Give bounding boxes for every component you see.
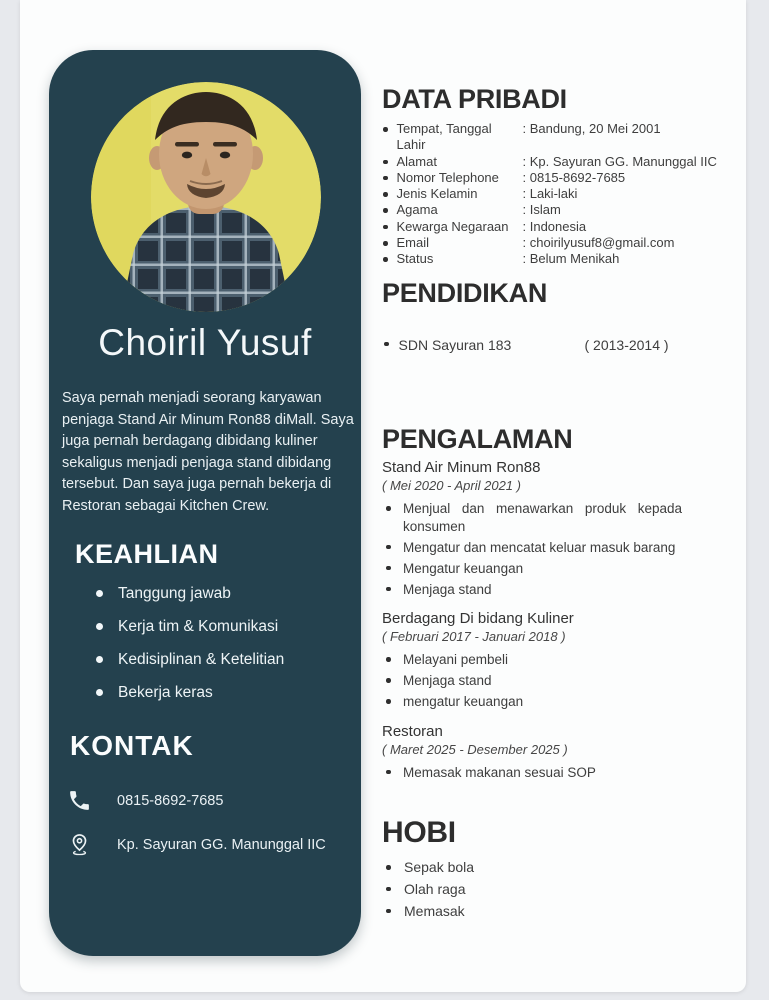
skill-item: Bekerja keras (96, 683, 346, 702)
job-duty: Menjaga stand (382, 581, 712, 599)
job-period: ( Mei 2020 - April 2021 ) (382, 478, 521, 493)
contact-phone-row (66, 787, 356, 814)
education-period: ( 2013-2014 ) (584, 337, 669, 353)
personal-row-label: Agama (396, 202, 438, 218)
experience-job (382, 459, 746, 598)
personal-row-value: : Indonesia (522, 218, 587, 234)
personal-row-label: Email (396, 235, 430, 251)
hobbies-title: HOBI (382, 816, 456, 849)
contact-address-row (66, 831, 356, 858)
personal-row-label: Alamat (396, 153, 437, 169)
personal-row-value: : Kp. Sayuran GG. Manunggal IIC (522, 153, 717, 169)
job-period: ( Februari 2017 - Januari 2018 ) (382, 629, 566, 644)
skill-item: Tanggung jawab (96, 584, 346, 603)
bullet-dot-icon (384, 342, 389, 347)
personal-row-value: : Islam (522, 202, 561, 218)
job-role: Berdagang Di bidang Kuliner (382, 610, 574, 627)
personal-row-label: Status (396, 251, 434, 267)
personal-data-section (382, 84, 746, 268)
experience-job (382, 610, 746, 711)
hobbies-section (382, 816, 746, 922)
hobby-item: Memasak (382, 901, 746, 923)
sidebar-panel (49, 50, 361, 956)
job-duty: Menjaga stand (382, 672, 712, 690)
personal-row-label: Tempat, Tanggal Lahir (396, 121, 492, 153)
personal-row-value: : Laki-laki (522, 186, 578, 202)
job-duties (382, 651, 712, 711)
profile-summary: Saya pernah menjadi seorang karyawan penjaga Stand Air Minum Ron88 diMall. Saya juga pernah berdagang dibidang kuliner sekaligus menjadi penjaga stand dibidang tersebut. Dan saya juga pernah bekerja di Restoran sebagai Kitchen Crew. (62, 390, 354, 514)
personal-row (382, 170, 746, 186)
personal-row-value: : Belum Menikah (522, 251, 620, 267)
education-section (382, 278, 746, 353)
personal-row-value: : choirilyusuf8@gmail.com (522, 235, 675, 251)
job-duty: Melayani pembeli (382, 651, 712, 669)
contact-section-title: KONTAK (70, 730, 194, 761)
job-duty: mengatur keuangan (382, 693, 712, 711)
education-school: SDN Sayuran 183 (398, 337, 512, 353)
contact-address-value: Kp. Sayuran GG. Manunggal IIC (117, 836, 326, 853)
profile-photo-illustration (91, 82, 321, 312)
profile-photo (91, 82, 321, 312)
hobby-item: Sepak bola (382, 857, 746, 879)
experience-title: PENGALAMAN (382, 424, 573, 454)
personal-row (382, 154, 746, 170)
job-duty: Menjual dan menawarkan produk kepada konsumen (382, 500, 682, 535)
job-period: ( Maret 2025 - Desember 2025 ) (382, 741, 568, 757)
bullet-dot-icon (383, 127, 388, 132)
personal-row-value: : Bandung, 20 Mei 2001 (522, 121, 661, 136)
job-duties (382, 500, 712, 598)
personal-row (382, 121, 746, 154)
job-duty: Mengatur keuangan (382, 560, 712, 578)
bullet-dot-icon (383, 225, 388, 230)
education-row (382, 337, 746, 353)
bullet-dot-icon (383, 208, 388, 213)
bullet-dot-icon (383, 241, 388, 246)
personal-row-label: Nomor Telephone (396, 169, 499, 185)
personal-data-rows (382, 121, 746, 268)
personal-row-value: : 0815-8692-7685 (522, 169, 626, 185)
personal-data-title: DATA PRIBADI (382, 84, 567, 114)
personal-row (382, 235, 746, 251)
personal-row (382, 202, 746, 218)
cv-sheet (20, 0, 746, 992)
profile-name: Choiril Yusuf (98, 322, 312, 363)
personal-row (382, 251, 746, 267)
education-title: PENDIDIKAN (382, 278, 548, 308)
bullet-dot-icon (383, 257, 388, 262)
bullet-dot-icon (383, 176, 388, 181)
skills-list (96, 584, 346, 716)
skill-item: Kedisiplinan & Ketelitian (96, 650, 346, 669)
skills-section-title: KEAHLIAN (75, 539, 219, 569)
job-role: Restoran (382, 722, 443, 740)
bullet-dot-icon (383, 192, 388, 197)
bullet-dot-icon (383, 160, 388, 165)
experience-job (382, 723, 746, 782)
hobby-item: Olah raga (382, 879, 746, 901)
skill-item: Kerja tim & Komunikasi (96, 617, 346, 636)
job-duty: Memasak makanan sesuai SOP (382, 764, 712, 782)
experience-section (382, 424, 746, 793)
hobby-list (382, 857, 746, 922)
job-duty: Mengatur dan mencatat keluar masuk barang (382, 539, 712, 557)
personal-row (382, 219, 746, 235)
location-pin-icon (66, 831, 93, 858)
job-role: Stand Air Minum Ron88 (382, 459, 541, 476)
personal-row-label: Kewarga Negaraan (396, 218, 509, 234)
personal-row-label: Jenis Kelamin (396, 186, 478, 202)
job-duties (382, 764, 712, 782)
contact-rows (66, 787, 356, 858)
personal-row (382, 186, 746, 202)
contact-phone-value: 0815-8692-7685 (117, 792, 224, 809)
phone-icon (66, 787, 93, 814)
